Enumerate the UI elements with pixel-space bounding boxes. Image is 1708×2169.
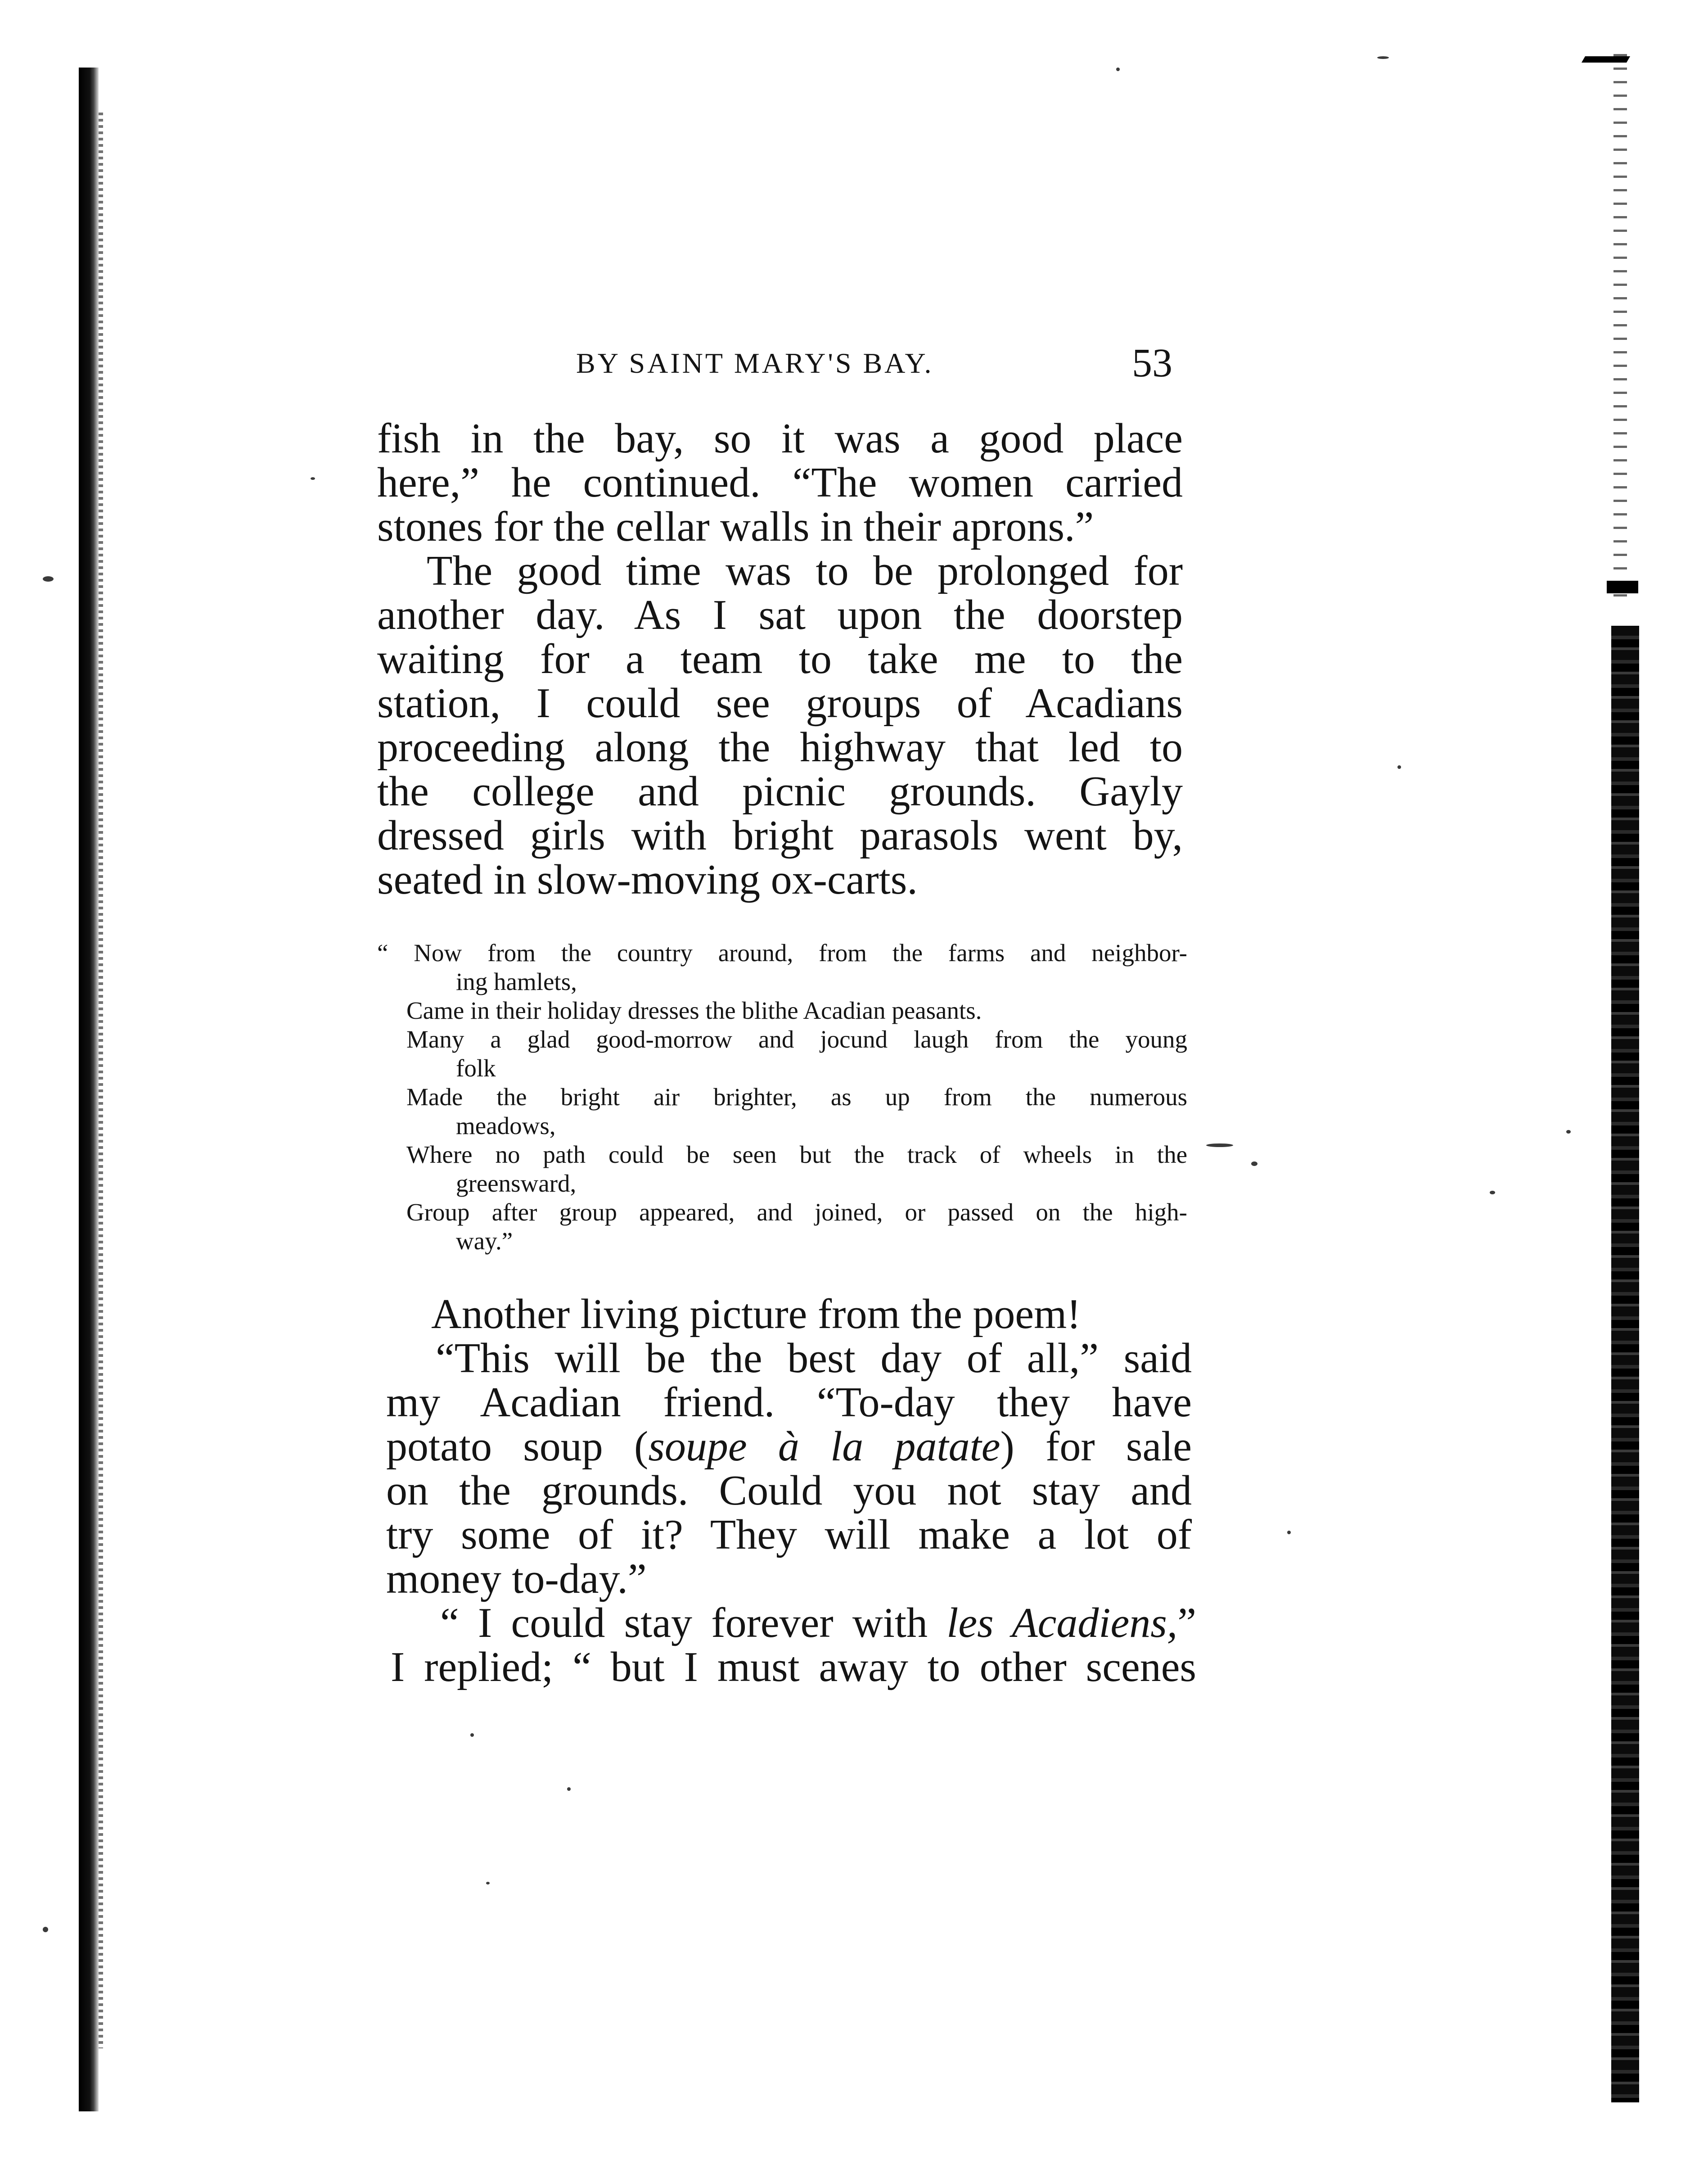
text-line: on the grounds. Could you not stay and — [386, 1467, 1192, 1514]
verse-line: Came in their holiday dresses the blithe Acadian peasants. — [406, 997, 982, 1024]
scan-speck — [1116, 68, 1120, 71]
text-line: my Acadian friend. “To-day they have — [386, 1379, 1192, 1426]
text-line: “This will be the best day of all,” said — [436, 1335, 1192, 1382]
text-segment: “ I could stay forever with — [440, 1600, 947, 1646]
text-line: stones for the cellar walls in their aprons.” — [377, 503, 1094, 550]
verse-line: Group after group appeared, and joined, or passed on the high- — [406, 1198, 1187, 1226]
text-segment: ” — [1177, 1600, 1197, 1646]
text-segment: potato soup ( — [386, 1423, 649, 1470]
scan-speck — [1566, 1130, 1571, 1134]
page-edge-right-dots — [1613, 54, 1627, 603]
italic-phrase: soupe à la patate — [648, 1423, 1000, 1470]
text-segment: ) for sale — [1000, 1423, 1192, 1470]
verse-line: meadows, — [456, 1112, 556, 1139]
text-line — [391, 1601, 1196, 1645]
text-line: here,” he continued. “The women carried — [377, 459, 1183, 506]
text-line: dressed girls with bright parasols went by, — [377, 812, 1183, 859]
text-line: proceeding along the highway that led to — [377, 724, 1183, 771]
scan-speck — [43, 576, 54, 582]
verse-line: folk — [456, 1054, 496, 1082]
scan-speck — [1490, 1191, 1495, 1194]
text-line: try some of it? They will make a lot of — [386, 1511, 1192, 1558]
scan-speck — [486, 1882, 490, 1884]
scan-speck — [1287, 1531, 1291, 1534]
scan-speck — [567, 1787, 571, 1791]
verse-line: Made the bright air brighter, as up from the numerous — [406, 1083, 1187, 1111]
running-head: BY SAINT MARY'S BAY. — [576, 347, 934, 379]
page-edge-right-mark — [1607, 581, 1638, 593]
page-edge-left-ragged — [99, 113, 103, 2048]
scan-speck — [1206, 1143, 1233, 1147]
verse-line: Where no path could be seen but the track of wheels in the — [406, 1141, 1187, 1168]
page-edge-left — [79, 68, 99, 2111]
text-line: Another living picture from the poem! — [431, 1291, 1081, 1338]
scan-speck — [43, 1927, 48, 1932]
text-line — [386, 1424, 1192, 1469]
scan-speck — [470, 1733, 474, 1737]
paragraph — [386, 1336, 1192, 1601]
text-line: The good time was to be prolonged for — [427, 547, 1183, 594]
paragraph — [391, 1601, 1196, 1689]
scan-speck — [311, 477, 315, 480]
page-edge-right — [1611, 626, 1639, 2102]
scan-speck — [1377, 56, 1389, 59]
paragraph — [377, 416, 1183, 549]
paragraph — [377, 549, 1183, 902]
text-line: money to-day.” — [386, 1555, 647, 1602]
verse-line: way.” — [456, 1227, 513, 1255]
scan-speck — [1397, 765, 1401, 769]
paragraph — [382, 1292, 1187, 1336]
text-line: another day. As I sat upon the doorstep — [377, 592, 1183, 638]
scan-speck — [1251, 1161, 1257, 1166]
verse-line: greensward, — [456, 1170, 577, 1197]
text-line: I replied; “ but I must away to other scenes — [391, 1644, 1196, 1690]
page-number: 53 — [1132, 341, 1172, 385]
text-line: seated in slow-moving ox-carts. — [377, 856, 918, 903]
verse-line: “ Now from the country around, from the farms and neighbor- — [377, 939, 1187, 967]
text-line: station, I could see groups of Acadians — [377, 680, 1183, 727]
text-line: the college and picnic grounds. Gayly — [377, 768, 1183, 815]
verse-quotation — [377, 939, 1187, 1256]
text-line: fish in the bay, so it was a good place — [377, 415, 1183, 462]
verse-line: ing hamlets, — [456, 968, 577, 995]
verse-line: Many a glad good-morrow and jocund laugh from the young — [406, 1026, 1187, 1053]
text-line: waiting for a team to take me to the — [377, 636, 1183, 682]
italic-phrase: les Acadiens, — [946, 1600, 1178, 1646]
